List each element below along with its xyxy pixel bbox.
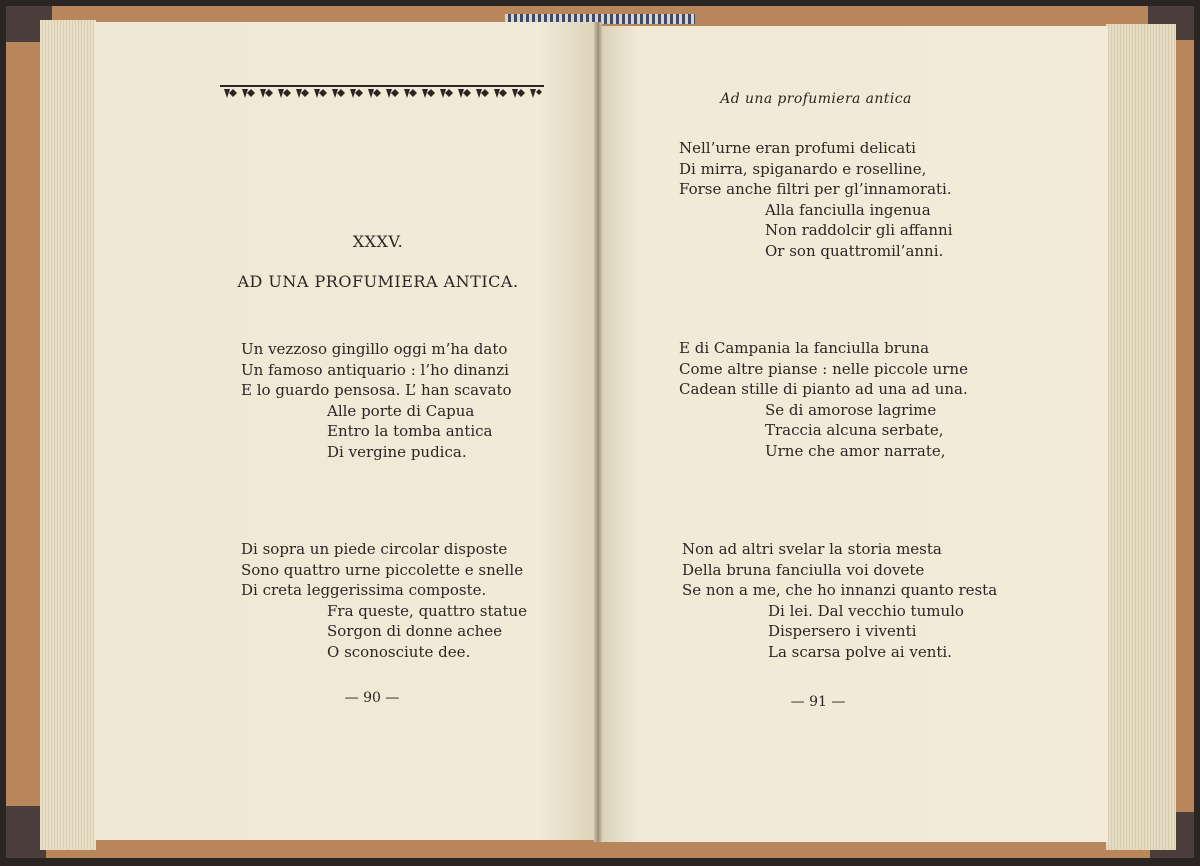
page-number-right: — 91 — xyxy=(790,694,846,710)
verse-line: Se di amorose lagrime xyxy=(765,400,937,419)
verse-line: Dispersero i viventi xyxy=(768,622,917,640)
running-head: Ad una profumiera antica xyxy=(720,91,912,107)
verse-line: Come altre pianse : nelle piccole urne xyxy=(679,359,968,378)
right-stanza-1 xyxy=(679,138,953,261)
page-edges-left xyxy=(40,20,96,850)
verse-line: Di vergine pudica. xyxy=(327,442,467,461)
verse-line: Alle porte di Capua xyxy=(327,401,475,420)
verse-line: Or son quattromil’anni. xyxy=(765,241,944,260)
verse-line: Urne che amor narrate, xyxy=(765,441,946,460)
verse-line: Nell’urne eran profumi delicati xyxy=(679,139,916,157)
verse-line: Cadean stille di pianto ad una ad una. xyxy=(679,380,968,398)
gutter xyxy=(594,22,602,842)
verse-line: Di creta leggerissima composte. xyxy=(241,581,487,599)
verse-line: Alla fanciulla ingenua xyxy=(765,200,931,219)
left-stanza-1 xyxy=(241,339,512,462)
verse-line: Traccia alcuna serbate, xyxy=(765,421,944,439)
verse-line: Entro la tomba antica xyxy=(327,422,493,440)
verse-line: Della bruna fanciulla voi dovete xyxy=(682,560,925,579)
verse-line: Sorgon di donne achee xyxy=(327,622,503,640)
verse-line: Un famoso antiquario : l’ho dinanzi xyxy=(241,360,509,379)
verse-line: Un vezzoso gingillo oggi m’ha dato xyxy=(241,340,508,358)
verse-line: La scarsa polve ai venti. xyxy=(768,642,952,661)
verse-line: E lo guardo pensosa. L’ han scavato xyxy=(241,381,512,399)
verse-line: Di mirra, spiganardo e roselline, xyxy=(679,159,927,178)
verse-line: Sono quattro urne piccolette e snelle xyxy=(241,560,524,579)
verse-line: E di Campania la fanciulla bruna xyxy=(679,339,930,357)
right-stanza-3 xyxy=(682,539,997,662)
page-number-left: — 90 — xyxy=(344,690,400,706)
verse-line: Fra queste, quattro statue xyxy=(327,601,528,620)
verse-line: Se non a me, che ho innanzi quanto resta xyxy=(682,581,998,599)
verse-line: Di sopra un piede circolar disposte xyxy=(241,540,508,558)
verse-line: Forse anche filtri per gl’innamorati. xyxy=(679,180,952,198)
verse-line: Non raddolcir gli affanni xyxy=(765,221,953,239)
verse-line: Di lei. Dal vecchio tumulo xyxy=(768,601,964,620)
verse-line: Non ad altri svelar la storia mesta xyxy=(682,540,942,558)
verse-line: O sconosciute dee. xyxy=(327,642,471,661)
page-edges-right xyxy=(1106,24,1176,850)
left-stanza-2 xyxy=(241,539,527,662)
poem-title: AD UNA PROFUMIERA ANTICA. xyxy=(237,272,519,291)
right-stanza-2 xyxy=(679,338,968,461)
poem-number: XXXV. xyxy=(352,232,404,251)
